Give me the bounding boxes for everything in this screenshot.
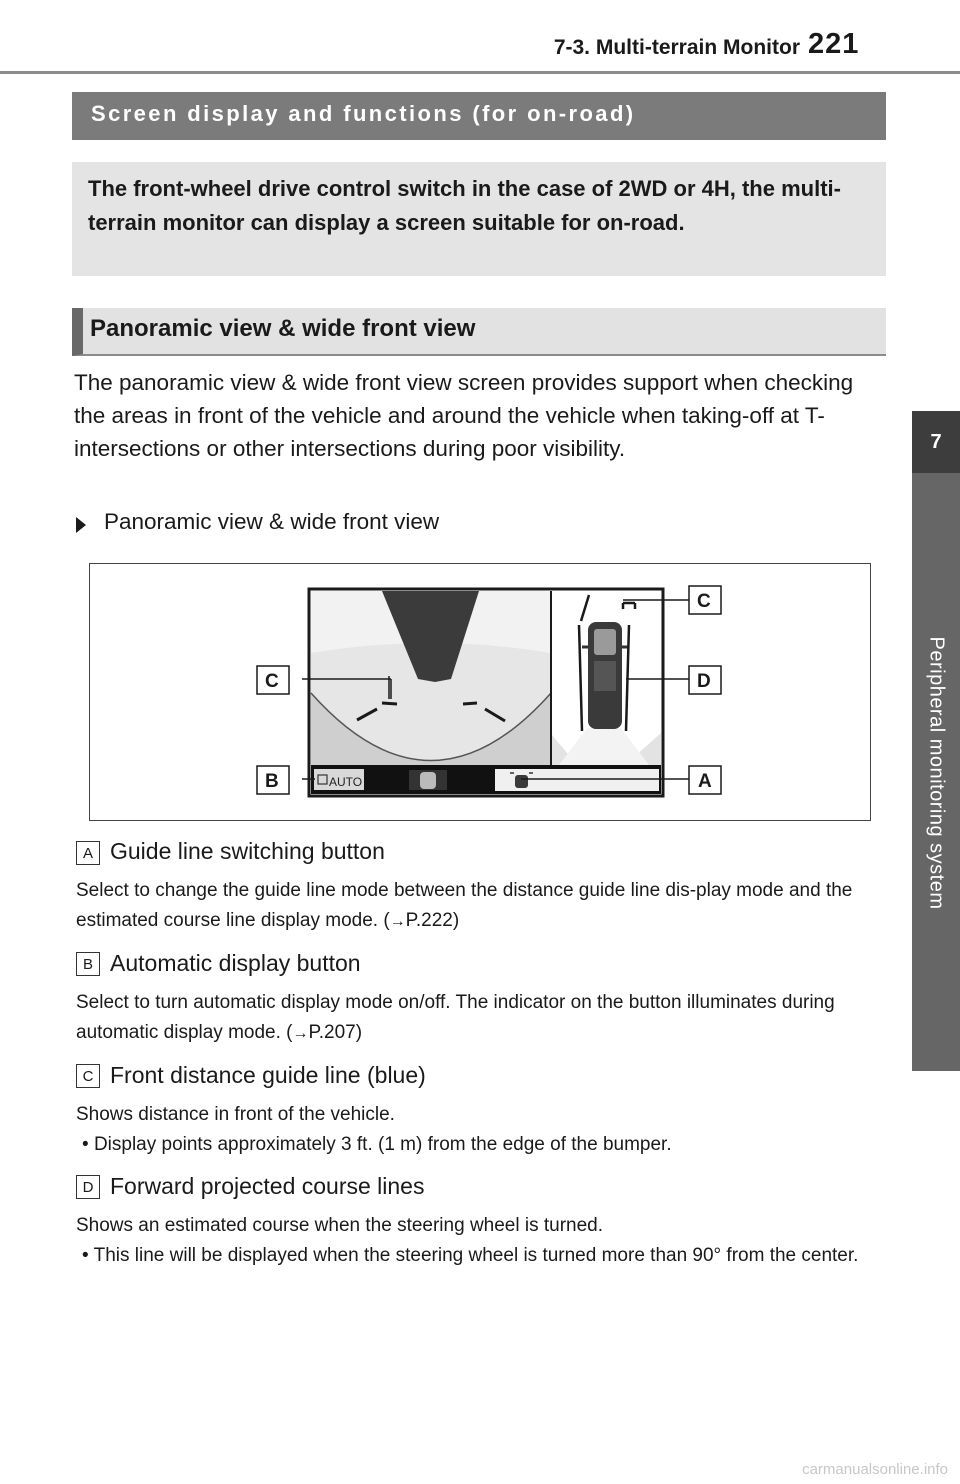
bullet-text: Panoramic view & wide front view bbox=[104, 509, 440, 534]
body-paragraph: The panoramic view & wide front view screen provides support when checking the areas in front of the vehicle and around the vehicle when taking-off at T-intersections or other intersections during poor visibility. bbox=[74, 370, 854, 461]
callout-d-label: D bbox=[697, 671, 711, 692]
section-heading: Screen display and functions (for on-road) bbox=[72, 92, 886, 140]
intro-box bbox=[72, 162, 886, 276]
item-label-d: D bbox=[76, 1175, 100, 1199]
item-ref-a: P.222 bbox=[405, 910, 453, 931]
item-bullet-d: • This line will be displayed when the steering wheel is turned more than 90° from the center. bbox=[82, 1245, 859, 1266]
auto-label: AUTO bbox=[329, 775, 363, 789]
item-desc-c-text: Shows distance in front of the vehicle. bbox=[76, 1104, 395, 1125]
running-header-section: 7-3. Multi-terrain Monitor bbox=[553, 36, 800, 59]
item-ref-b: P.207 bbox=[308, 1022, 356, 1043]
item-label-c: C bbox=[76, 1064, 100, 1088]
callout-b-label: B bbox=[265, 771, 279, 792]
guide-line-mode-icon bbox=[515, 775, 528, 788]
item-ref-close-b: ) bbox=[355, 1022, 363, 1043]
item-title-b: Automatic display button bbox=[110, 950, 361, 976]
subheading: Panoramic view & wide front view bbox=[72, 308, 886, 356]
item-bullet-c-text: Display points approximately 3 ft. (1 m) from the edge of the bumper. bbox=[93, 1134, 672, 1155]
watermark: carmanualsonline.info bbox=[802, 1461, 948, 1478]
item-title-c: Front distance guide line (blue) bbox=[110, 1062, 426, 1088]
callout-a-label: A bbox=[698, 771, 712, 792]
arrow-right-icon: → bbox=[292, 1025, 309, 1042]
item-desc-b-text: Select to turn automatic display mode on/off. The indicator on the button illuminates during automatic display mode. ( bbox=[76, 992, 835, 1043]
item-desc-c bbox=[76, 1100, 876, 1160]
callout-c-right-label: C bbox=[697, 591, 711, 612]
monitor-screen-illustration bbox=[89, 563, 871, 821]
chapter-number: 7 bbox=[912, 411, 960, 473]
item-desc-d bbox=[76, 1211, 876, 1271]
item-desc-a bbox=[76, 876, 876, 937]
arrow-right-icon: → bbox=[389, 913, 406, 930]
item-ref-close-a: ) bbox=[452, 910, 460, 931]
item-bullet-d-text: This line will be displayed when the steering wheel is turned more than 90° from the center. bbox=[93, 1245, 859, 1266]
header-rule bbox=[0, 71, 960, 74]
item-label-b: B bbox=[76, 952, 100, 976]
triangle-right-icon bbox=[76, 517, 86, 533]
callout-c-left-label: C bbox=[265, 671, 279, 692]
item-title-a: Guide line switching button bbox=[110, 838, 385, 864]
intro-text: The front-wheel drive control switch in the case of 2WD or 4H, the multi-terrain monitor can display a screen suitable for on-road. bbox=[88, 176, 841, 235]
item-desc-d-text: Shows an estimated course when the steering wheel is turned. bbox=[76, 1215, 604, 1236]
item-title-d: Forward projected course lines bbox=[110, 1173, 425, 1199]
item-desc-b bbox=[76, 988, 876, 1049]
item-label-a: A bbox=[76, 841, 100, 865]
camera-toggle-icon bbox=[420, 772, 436, 789]
chapter-title: Peripheral monitoring system bbox=[925, 636, 948, 910]
page-number: 221 bbox=[808, 28, 860, 60]
item-desc-a-text: Select to change the guide line mode between the distance guide line dis-play mode and the estimated course line display mode. ( bbox=[76, 880, 853, 931]
item-bullet-c: • Display points approximately 3 ft. (1 m) from the edge of the bumper. bbox=[82, 1134, 672, 1155]
